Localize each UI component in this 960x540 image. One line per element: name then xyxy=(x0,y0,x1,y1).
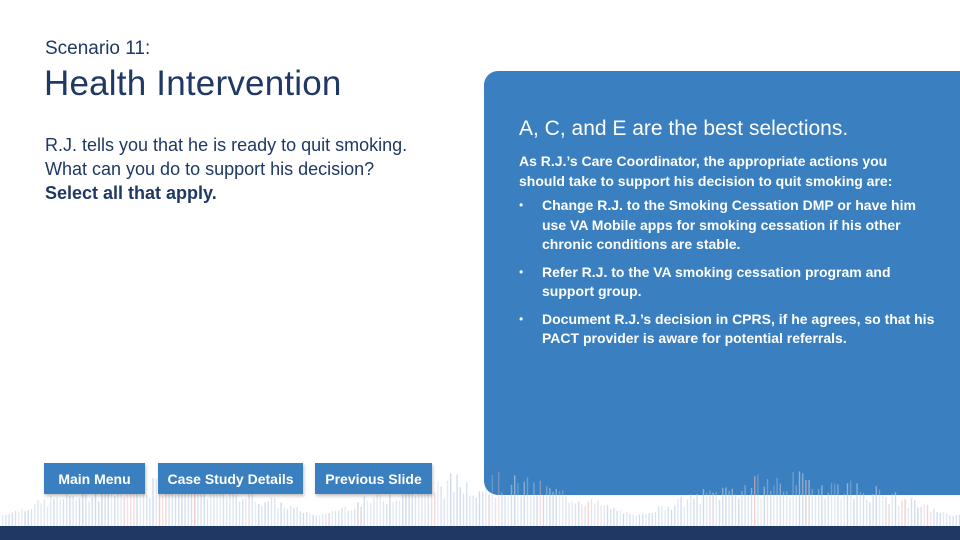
question-text xyxy=(45,133,445,205)
answer-panel xyxy=(484,71,960,495)
answer-item xyxy=(519,263,939,302)
question-instruction: Select all that apply. xyxy=(45,183,217,203)
answer-heading: A, C, and E are the best selections. xyxy=(519,117,849,140)
previous-slide-button[interactable]: Previous Slide xyxy=(315,463,432,494)
case-study-details-button[interactable]: Case Study Details xyxy=(158,463,303,494)
bullet-icon: • xyxy=(519,311,524,326)
answer-item xyxy=(519,310,939,349)
footer-bar xyxy=(0,526,960,540)
answer-item xyxy=(519,196,939,255)
answer-intro: As R.J.’s Care Coordinator, the appropriate actions you should take to support his decision to quit smoking are: xyxy=(519,153,893,189)
question-prompt: R.J. tells you that he is ready to quit smoking. What can you do to support his decision? xyxy=(45,135,408,179)
scenario-label: Scenario 11: xyxy=(45,38,151,59)
bullet-icon: • xyxy=(519,264,524,279)
page-title: Health Intervention xyxy=(44,64,342,103)
bullet-icon: • xyxy=(519,198,524,212)
answer-item-text: Refer R.J. to the VA smoking cessation program and support group. xyxy=(542,263,891,299)
answer-item-text: Change R.J. to the Smoking Cessation DMP or have him use VA Mobile apps for smoking cessation if his other chronic conditions are stable. xyxy=(542,197,916,252)
main-menu-button[interactable]: Main Menu xyxy=(44,463,145,494)
answer-list xyxy=(519,196,939,357)
answer-item-text: Document R.J.’s decision in CPRS, if he agrees, so that his PACT provider is aware for potential referrals. xyxy=(542,310,935,346)
